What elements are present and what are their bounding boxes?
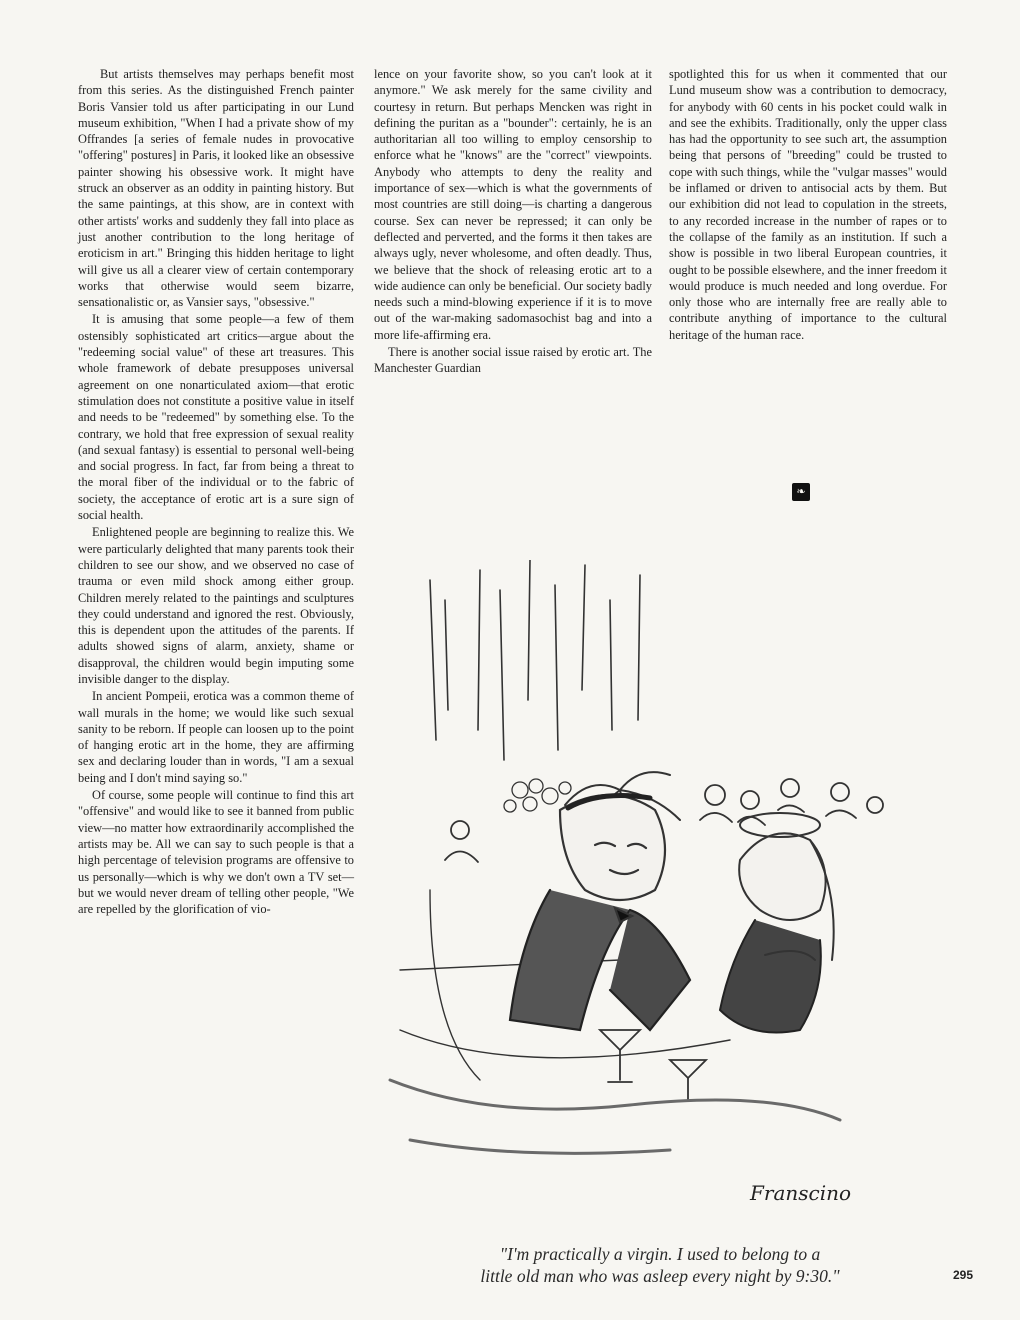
ink-wash: [390, 1080, 840, 1153]
bunny-logo-icon: ❧: [792, 483, 810, 501]
article-column-3: [669, 66, 947, 343]
cartoon-caption: [420, 1243, 900, 1287]
flower-cluster: [504, 779, 571, 812]
woman-figure: [720, 813, 834, 1033]
paragraph: There is another social issue raised by erotic art. The Manchester Guardian: [374, 345, 652, 376]
paragraph: Enlightened people are beginning to realize this. We were particularly delighted that many parents took their children to see our show, and we observed no case of trauma or even mild shock among either group. Children merely related to the paintings and sculptures they could understand and ignored the rest. Obviously, this is dependent upon the attitudes of the parents. If adults showed signs of alarm, anxiety, shame or disapproval, the children would begin imputing some invisible danger to the display.: [78, 525, 354, 686]
paragraph: In ancient Pompeii, erotica was a common theme of wall murals in the home; we would like such sexual sanity to be reborn. If people can loosen up to the point of hanging erotic art in the home, they are affirming sex and declaring louder than in words, "I am a sexual being and I don't mind saying so.": [78, 689, 354, 785]
paragraph: lence on your favorite show, so you can't look at it anymore." We ask merely for the same civility and courtesy in return. But perhaps Mencken was right in defining the puritan as a "bounder": certainly, he is an authoritarian all too willing to employ censorship to enforce what he "knows" are the "correct" viewpoints. Anybody who attempts to deny the reality and importance of sex—which is what the governments of most countries are still doing—is charting a dangerous course. Sex can never be repressed; it can only be deflected and perverted, and the forms it then takes are always ugly, never wholesome, and often deadly. Thus, we believe that the shock of releasing erotic art to a wide audience can only be beneficial. Our society badly needs such a mind-blowing experience if it is to move out of the war-making sadomasochist bag and into a more life-affirming era.: [374, 67, 652, 342]
chandelier-strands: [430, 560, 640, 760]
paragraph: Of course, some people will continue to find this art "offensive" and would like to see it banned from public view—no matter how extraordinarily accomplished the artists may be. All we can say to such people is that a high percentage of television programs are offensive to us personally—which is why we don't own a TV set—but we would never dream of telling other people, "We are repelled by the glorification of vio-: [78, 788, 354, 917]
artist-signature: Franscino: [750, 1181, 852, 1205]
page-number: 295: [953, 1268, 974, 1282]
article-column-2: [374, 66, 652, 377]
paragraph: But artists themselves may perhaps benefit most from this series. As the distinguished French painter Boris Vansier told us after participating in our Lund museum exhibition, "When I had a private show of my Offrandes [a series of female nudes in provocative "offering" postures] in Paris, it looked like an obsessive painter showing his obsessive work. It might have struck an observer as an oddity in painting history. But the same paintings, at this show, are in context with other artists' works and suddenly they fall into place as just another contribution to the long heritage of eroticism in art." Bringing this hidden heritage to light will give us all a clearer view of certain contemporary works that otherwise would seem bizarre, sensationalistic or, as Vansier says, "obsessive.": [78, 67, 354, 310]
paragraph: It is amusing that some people—a few of them ostensibly sophisticated art critics—argue about the "redeeming social value" of these art treasures. This whole framework of debate presupposes universal agreement on one nonarticulated axiom—that erotic stimulation does not constitute a positive value in itself and needs to be "redeemed" by something else. To the contrary, we hold that free expression of sexual reality (and sexual fantasy) is essential to personal well-being and social progress. In fact, far from being a threat to the moral fiber of the individual or to the fabric of society, the acceptance of erotic art is a sure sign of social health.: [78, 312, 354, 523]
caption-line-2: little old man who was asleep every night by 9:30.": [480, 1266, 840, 1286]
cartoon-illustration: [370, 560, 910, 1230]
man-figure: [510, 795, 690, 1030]
article-column-1: [78, 66, 354, 917]
cocktail-glasses: [600, 1030, 706, 1100]
paragraph: spotlighted this for us when it commented that our Lund museum show was a contribution to democracy, for anybody with 60 cents in his pocket could walk in and see the exhibits. Traditionally, only the upper class has had the opportunity to see such art, the assumption being that persons of "breeding" could be trusted to cope with such things, while the "vulgar masses" would be inflamed or driven to antisocial acts by them. But our exhibition did not lead to copulation in the streets, to any recorded increase in the number of rapes or to the collapse of the family as an institution. If such a show is possible in two liberal European countries, it ought to be possible elsewhere, and the inner freedom it would produce is much needed and long overdue. For only those who are internally free are really able to contribute anything of importance to the cultural heritage of the human race.: [669, 67, 947, 342]
caption-line-1: "I'm practically a virgin. I used to belong to a: [499, 1244, 821, 1264]
